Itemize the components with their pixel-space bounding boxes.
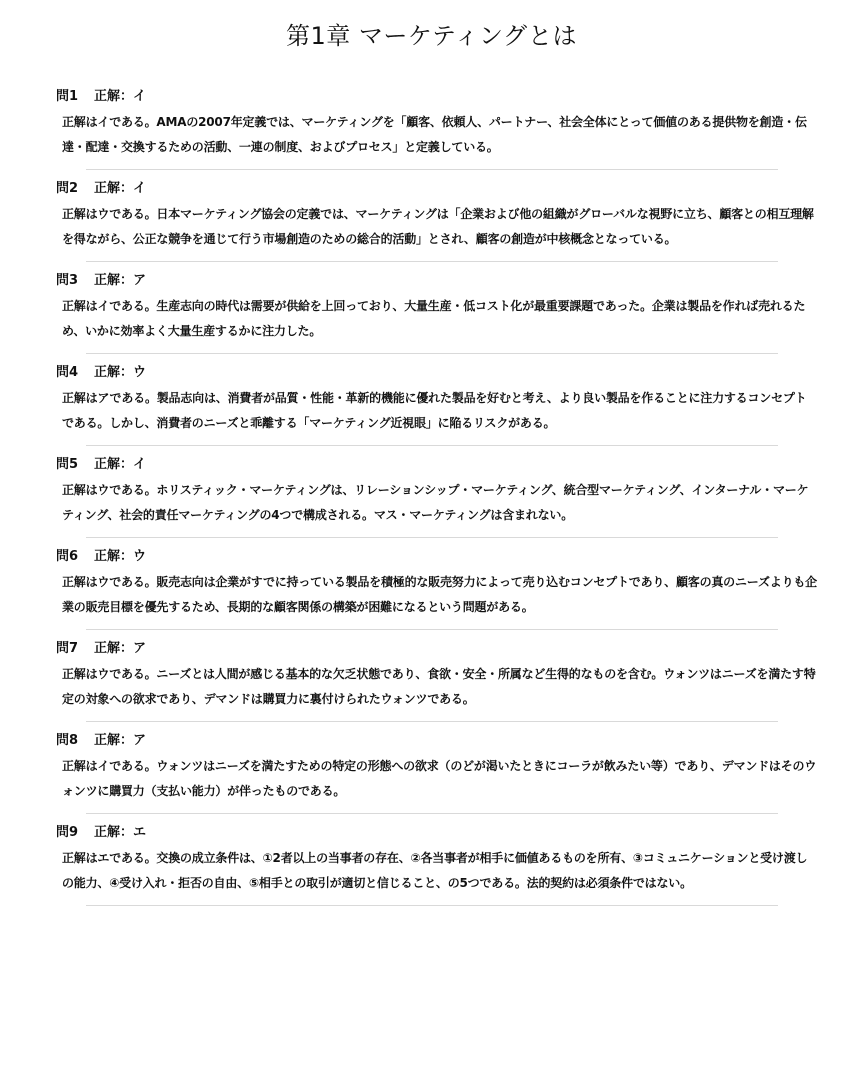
explanation-text: 正解はイである。AMAの2007年定義では、マーケティングを「顧客、依頼人、パートナー、社会全体にとって価値のある提供物を創造・伝達・配達・交換するための活動、一連の制度、およびプロセス」と定義している。 <box>62 115 807 154</box>
divider <box>86 813 778 814</box>
explanation-text: 正解はウである。ニーズとは人間が感じる基本的な欠乏状態であり、食欲・安全・所属など生得的なものを含む。ウォンツはニーズを満たす特定の対象への欲求であり、デマンドは購買力に裏付けられたウォンツである。 <box>62 667 816 706</box>
divider <box>86 353 778 354</box>
answer-item <box>56 824 818 906</box>
explanation-text: 正解はエである。交換の成立条件は、①2者以上の当事者の存在、②各当事者が相手に価値あるものを所有、③コミュニケーションと受け渡しの能力、④受け入れ・拒否の自由、⑤相手との取引が適切と信じること、の5つである。法的契約は必須条件ではない。 <box>62 851 808 890</box>
divider <box>86 629 778 630</box>
correct-answer: 正解：ア <box>94 273 147 288</box>
divider <box>86 905 778 906</box>
question-header <box>56 180 818 198</box>
explanation-text: 正解はイである。生産志向の時代は需要が供給を上回っており、大量生産・低コスト化が最重要課題であった。企業は製品を作れば売れるため、いかに効率よく大量生産するかに注力した。 <box>62 299 806 338</box>
explanation-text: 正解はウである。販売志向は企業がすでに持っている製品を積極的な販売努力によって売り込むコンセプトであり、顧客の真のニーズよりも企業の販売目標を優先するため、長期的な顧客関係の構築が困難になるという問題がある。 <box>62 575 817 614</box>
question-number: 問6 <box>56 549 79 564</box>
correct-answer: 正解：ウ <box>94 549 147 564</box>
divider <box>86 445 778 446</box>
question-header <box>56 640 818 658</box>
correct-answer: 正解：ア <box>94 641 147 656</box>
question-header <box>56 364 818 382</box>
question-header <box>56 824 818 842</box>
divider <box>86 261 778 262</box>
answer-item <box>56 548 818 630</box>
question-number: 問5 <box>56 457 79 472</box>
question-header <box>56 548 818 566</box>
answer-item <box>56 732 818 814</box>
divider <box>86 721 778 722</box>
answer-item <box>56 180 818 262</box>
answer-list <box>56 82 818 916</box>
question-header <box>56 88 818 106</box>
explanation-text: 正解はウである。日本マーケティング協会の定義では、マーケティングは「企業および他の組織がグローバルな視野に立ち、顧客との相互理解を得ながら、公正な競争を通じて行う市場創造のための総合的活動」とされ、顧客の創造が中核概念となっている。 <box>62 207 814 246</box>
question-header <box>56 272 818 290</box>
answer-item <box>56 88 818 170</box>
question-number: 問7 <box>56 641 79 656</box>
explanation-text: 正解はウである。ホリスティック・マーケティングは、リレーションシップ・マーケティング、統合型マーケティング、インターナル・マーケティング、社会的責任マーケティングの4つで構成される。マス・マーケティングは含まれない。 <box>62 483 809 522</box>
question-number: 問1 <box>56 89 79 104</box>
question-number: 問9 <box>56 825 79 840</box>
answer-item <box>56 272 818 354</box>
divider <box>86 537 778 538</box>
explanation-text: 正解はイである。ウォンツはニーズを満たすための特定の形態への欲求（のどが渇いたときにコーラが飲みたい等）であり、デマンドはそのウォンツに購買力（支払い能力）が伴ったものである。 <box>62 759 817 798</box>
question-number: 問8 <box>56 733 79 748</box>
correct-answer: 正解：ウ <box>94 365 147 380</box>
answer-item <box>56 640 818 722</box>
question-header <box>56 732 818 750</box>
correct-answer: 正解：イ <box>94 181 147 196</box>
correct-answer: 正解：ア <box>94 733 147 748</box>
page-title: 第1章 マーケティングとは <box>286 22 577 50</box>
question-number: 問4 <box>56 365 79 380</box>
correct-answer: 正解：イ <box>94 89 147 104</box>
explanation-text: 正解はアである。製品志向は、消費者が品質・性能・革新的機能に優れた製品を好むと考え、より良い製品を作ることに注力するコンセプトである。しかし、消費者のニーズと乖離する「マーケティング近視眼」に陥るリスクがある。 <box>62 391 807 430</box>
answer-item <box>56 456 818 538</box>
correct-answer: 正解：イ <box>94 457 147 472</box>
answer-item <box>56 364 818 446</box>
question-header <box>56 456 818 474</box>
question-number: 問3 <box>56 273 79 288</box>
correct-answer: 正解：エ <box>94 825 147 840</box>
question-number: 問2 <box>56 181 79 196</box>
divider <box>86 169 778 170</box>
